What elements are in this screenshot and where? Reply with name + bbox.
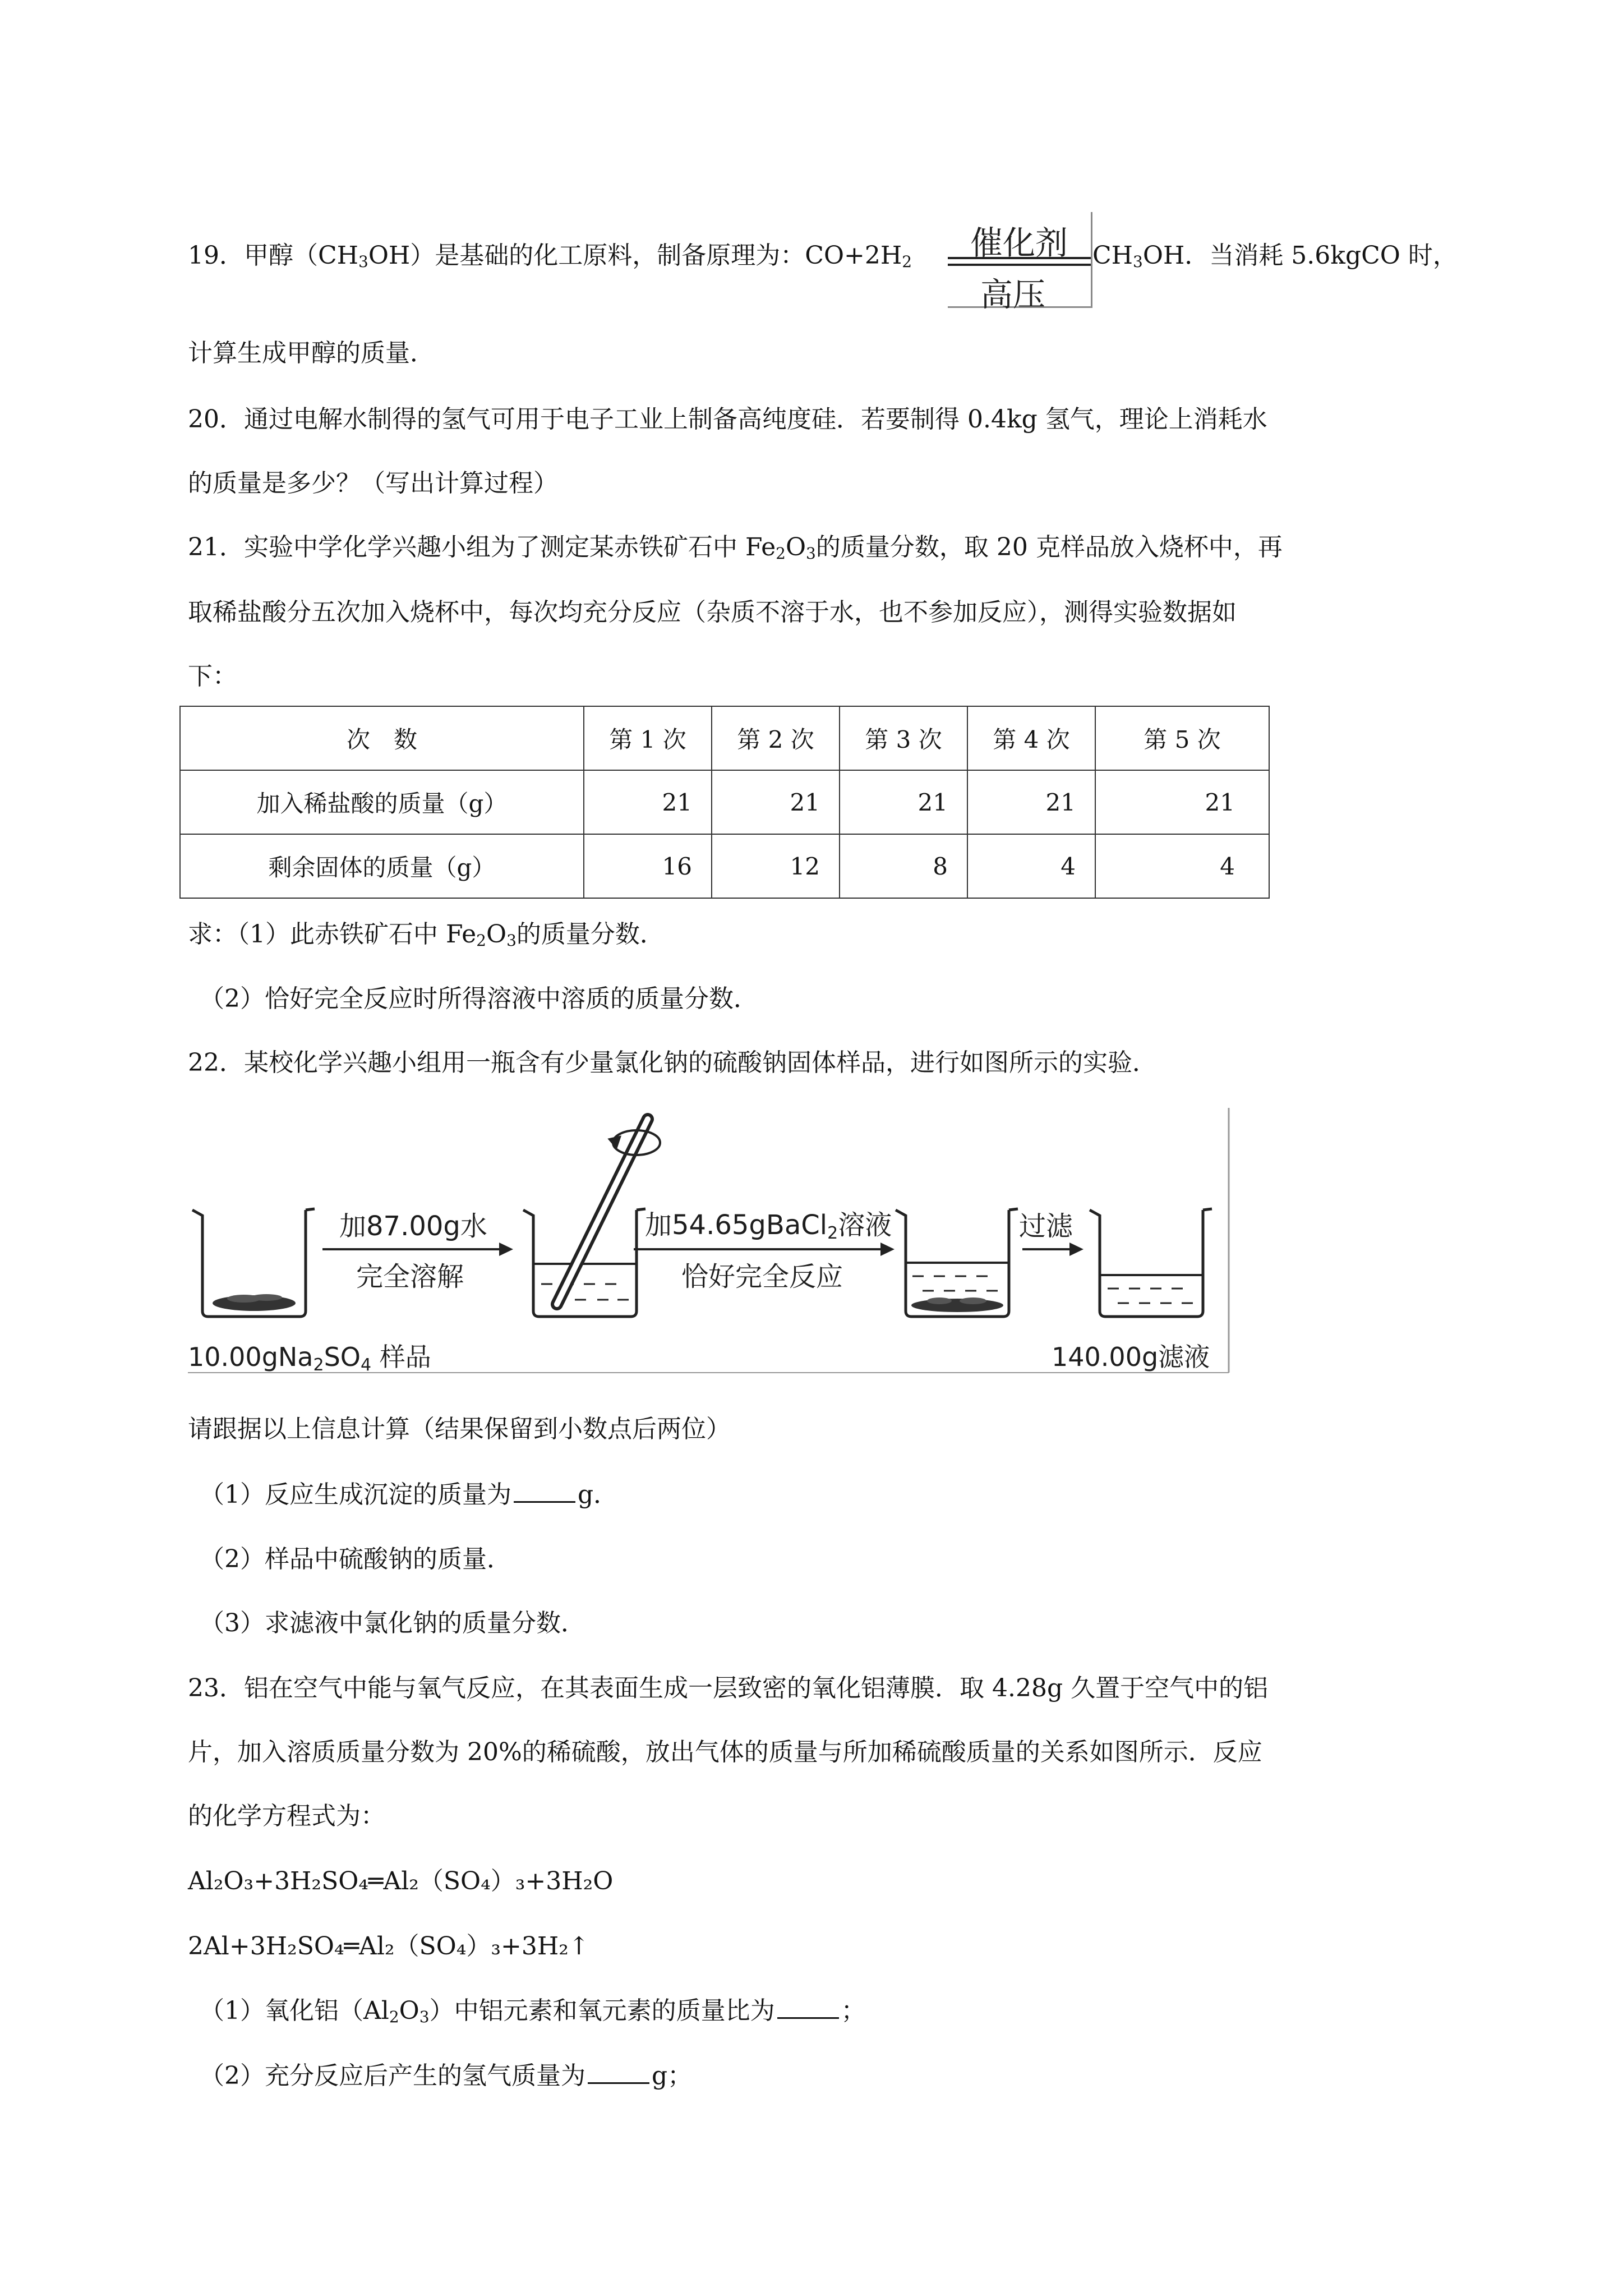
subscript: 2 (776, 544, 786, 563)
q23-ask2 (200, 2060, 692, 2092)
q19-text-a: 19．甲醇（CH (188, 241, 359, 270)
q23-equation1: Al₂O₃+3H₂SO₄═Al₂（SO₄）₃+3H₂O (188, 1867, 614, 1895)
arrow2-top-label (645, 1203, 892, 1243)
q19-text-c: CH (1092, 241, 1133, 270)
experiment-data-table (179, 706, 1270, 899)
answer-blank (514, 1479, 575, 1503)
table-cell: 21 (712, 770, 840, 834)
q23-ask1-text-c: ）中铝元素和氧元素的质量比为 (429, 1996, 775, 2025)
q21-ask2: （2）恰好完全反应时所得溶液中溶质的质量分数． (200, 984, 758, 1013)
q21-ask1-text-b: O (486, 920, 507, 949)
table-header-cell: 第 4 次 (967, 706, 1095, 770)
q22-line1: 22．某校化学兴趣小组用一瓶含有少量氯化钠的硫酸钠固体样品，进行如图所示的实验． (188, 1048, 1157, 1077)
arrow2-top-text: 溶液 (838, 1209, 892, 1241)
subscript: 3 (1133, 252, 1143, 271)
q21-ask1-text-a: 求：（1）此赤铁矿石中 Fe (188, 920, 477, 949)
arrow3-top-label: 过滤 (1019, 1211, 1073, 1242)
sample-text: 10.00gNa (188, 1342, 313, 1372)
q23-ask1 (200, 1995, 866, 2033)
q21-text-a: 21．实验中学化学兴趣小组为了测定某赤铁矿石中 Fe (188, 533, 776, 562)
table-cell: 12 (712, 834, 840, 898)
catalyst-label: 催化剂 (970, 224, 1068, 262)
table-cell: 21 (967, 770, 1095, 834)
q21-line3: 下： (188, 662, 237, 691)
pressure-label: 高压 (980, 275, 1046, 314)
table-header-cell: 第 5 次 (1095, 706, 1269, 770)
q23-ask2-text: （2）充分反应后产生的氢气质量为 (200, 2062, 585, 2090)
q20-line2: 的质量是多少？（写出计算过程） (188, 469, 558, 498)
q21-line1 (188, 532, 1283, 569)
precipitate-icon (911, 1297, 1003, 1312)
subscript: 3 (506, 931, 517, 950)
arrow2-top-text: 加54.65gBaCl (645, 1209, 828, 1241)
table-cell: 8 (840, 834, 967, 898)
table-row (180, 770, 1269, 834)
q23-ask2-unit: g； (652, 2062, 693, 2090)
table-cell: 4 (967, 834, 1095, 898)
solid-powder-icon (213, 1294, 296, 1311)
arrowhead-icon (880, 1243, 895, 1256)
arrow1-bottom-label: 完全溶解 (356, 1261, 464, 1292)
solution-surface (1100, 1275, 1203, 1303)
subscript: 3 (358, 252, 368, 271)
table-header-row (180, 706, 1269, 770)
subscript: 2 (827, 1223, 838, 1243)
q22-ask1-text: （1）反应生成沉淀的质量为 (200, 1480, 511, 1509)
equation-double-line (948, 264, 1091, 266)
q22-ask1 (200, 1479, 618, 1511)
answer-blank (777, 1995, 839, 2019)
table-header-cell: 第 3 次 (840, 706, 967, 770)
table-header-cell: 次 数 (180, 706, 584, 770)
sample-text: 样品 (371, 1342, 431, 1372)
q19-text-d: OH．当消耗 5.6kgCO 时， (1142, 241, 1458, 270)
q19-text-b: OH）是基础的化工原料，制备原理为：CO+2H (368, 241, 902, 270)
subscript: 2 (313, 1355, 324, 1375)
q19-line1 (188, 240, 912, 278)
arrow2-bottom-label: 恰好完全反应 (681, 1261, 843, 1292)
table-cell: 21 (840, 770, 967, 834)
q23-ask1-text-b: O (399, 1996, 419, 2025)
table-cell: 21 (1095, 770, 1269, 834)
table-cell: 21 (584, 770, 712, 834)
q23-line2: 片，加入溶质质量分数为 20%的稀硫酸，放出气体的质量与所加稀硫酸质量的关系如图所示．反应 (188, 1738, 1262, 1766)
q23-equation2: 2Al+3H₂SO₄═Al₂（SO₄）₃+3H₂↑ (188, 1932, 589, 1961)
catalyst-condition-box (948, 212, 1092, 314)
arrow1-top-label: 加87.00g水 (339, 1211, 487, 1242)
q21-text-b: O (785, 533, 806, 562)
q21-line2: 取稀盐酸分五次加入烧杯中，每次均充分反应（杂质不溶于水，也不参加反应），测得实验数据如 (188, 598, 1237, 627)
solution-surface (533, 1264, 637, 1300)
arrowhead-icon (1069, 1243, 1083, 1256)
q22-ask1-unit: g． (578, 1480, 619, 1509)
subscript: 2 (902, 252, 912, 271)
q21-ask1 (188, 919, 665, 956)
table-cell: 剩余固体的质量（g） (180, 834, 584, 898)
answer-blank (588, 2060, 649, 2084)
q23-ask1-text-d: ； (841, 1996, 866, 2025)
table-cell: 16 (584, 834, 712, 898)
table-row (180, 834, 1269, 898)
q19-line2: 计算生成甲醇的质量． (188, 339, 435, 367)
arrowhead-icon (499, 1243, 513, 1256)
equation-double-line (948, 257, 1091, 259)
glass-rod-icon (557, 1119, 648, 1304)
q22-intro: 请跟据以上信息计算（结果保留到小数点后两位） (188, 1415, 731, 1443)
subscript: 3 (419, 2008, 430, 2026)
q23-ask1-text-a: （1）氧化铝（Al (200, 1996, 389, 2025)
subscript: 2 (476, 931, 486, 950)
solution-surface (906, 1263, 1009, 1291)
q19-line1-tail (1092, 240, 1458, 278)
beaker-filtrate-icon (1090, 1209, 1212, 1317)
table-header-cell: 第 2 次 (712, 706, 840, 770)
table-cell: 4 (1095, 834, 1269, 898)
table-header-cell: 第 1 次 (584, 706, 712, 770)
subscript: 4 (361, 1355, 372, 1375)
q21-ask1-text-c: 的质量分数． (516, 920, 665, 949)
sample-caption (188, 1337, 431, 1375)
q22-ask2: （2）样品中硫酸钠的质量． (200, 1545, 511, 1573)
subscript: 3 (806, 544, 816, 563)
filtrate-caption: 140.00g滤液 (1052, 1342, 1210, 1372)
table-cell: 加入稀盐酸的质量（g） (180, 770, 584, 834)
q22-ask3: （3）求滤液中氯化钠的质量分数． (200, 1609, 585, 1637)
q20-line1: 20．通过电解水制得的氢气可用于电子工业上制备高纯度硅．若要制得 0.4kg 氢气，理论上消耗水 (188, 405, 1267, 434)
sample-text: SO (324, 1342, 361, 1372)
q23-line1: 23．铝在空气中能与氧气反应，在其表面生成一层致密的氧化铝薄膜．取 4.28g 久置于空气中的铝 (188, 1674, 1269, 1703)
experiment-diagram (188, 1108, 1231, 1377)
subscript: 2 (389, 2008, 399, 2026)
q21-text-c: 的质量分数，取 20 克样品放入烧杯中，再 (815, 533, 1283, 562)
q23-line3: 的化学方程式为： (188, 1802, 385, 1830)
